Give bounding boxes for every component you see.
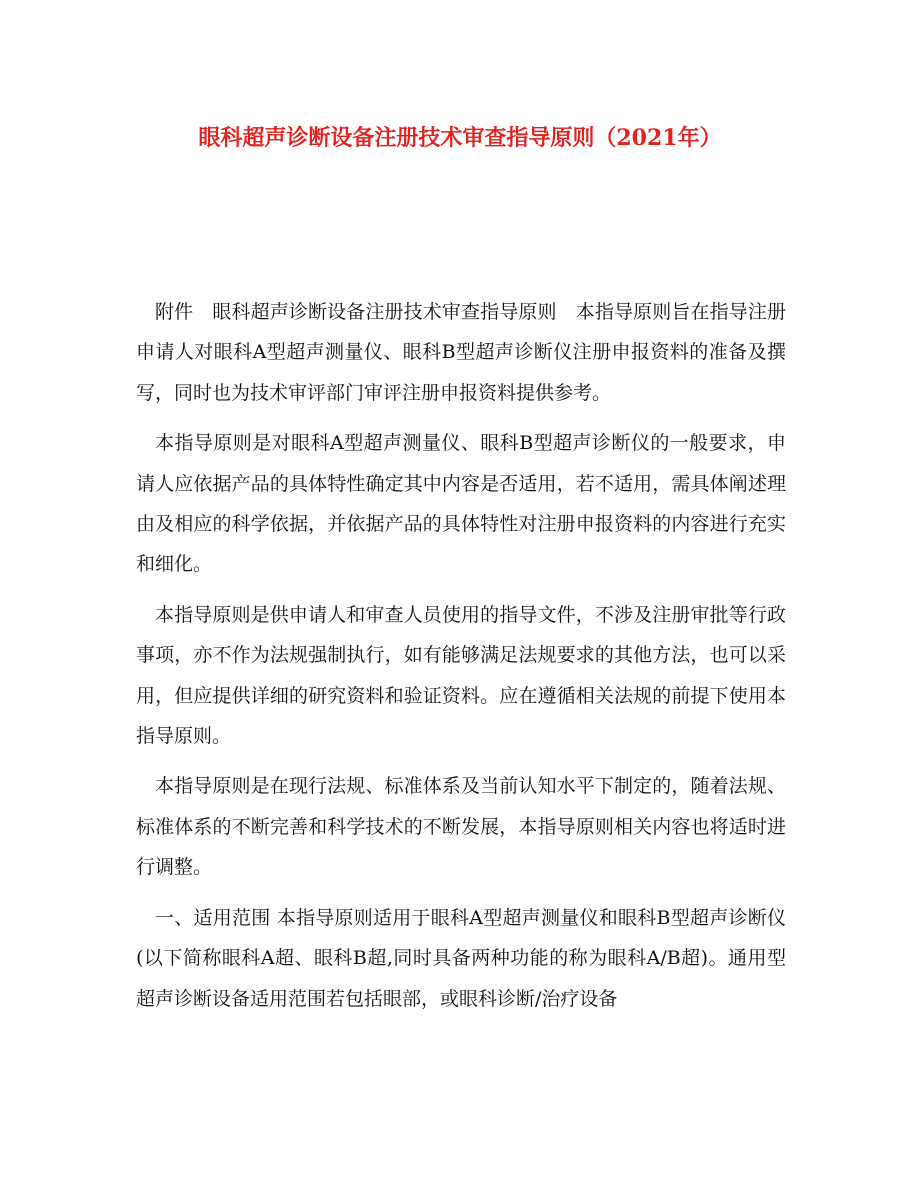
document-body [136,292,786,1029]
paragraph-section-one: 一、适用范围 本指导原则适用于眼科A型超声测量仪和眼科B型超声诊断仪(以下简称眼科A超、眼科B超,同时具备两种功能的称为眼科A/B超)。通用型超声诊断设备适用范围若包括眼部，或眼科诊断/治疗设备 [136,906,786,1010]
paragraph-intro: 附件 眼科超声诊断设备注册技术审查指导原则 本指导原则旨在指导注册申请人对眼科A型超声测量仪、眼科B型超声诊断仪注册申报资料的准备及撰写，同时也为技术审评部门审评注册申报资料提供参考。 [136,301,786,404]
document-title: 眼科超声诊断设备注册技术审查指导原则（2021年） [198,125,722,151]
paragraph-adjustment: 本指导原则是在现行法规、标准体系及当前认知水平下制定的，随着法规、标准体系的不断完善和科学技术的不断发展，本指导原则相关内容也将适时进行调整。 [136,775,786,879]
paragraph-usage-scope: 本指导原则是供申请人和审查人员使用的指导文件，不涉及注册审批等行政事项，亦不作为法规强制执行，如有能够满足法规要求的其他方法，也可以采用，但应提供详细的研究资料和验证资料。应在遵循相关法规的前提下使用本指导原则。 [136,603,786,748]
paragraph-general-requirements: 本指导原则是对眼科A型超声测量仪、眼科B型超声诊断仪的一般要求，申请人应依据产品的具体特性确定其中内容是否适用，若不适用，需具体阐述理由及相应的科学依据，并依据产品的具体特性对注册申报资料的内容进行充实和细化。 [136,432,786,576]
